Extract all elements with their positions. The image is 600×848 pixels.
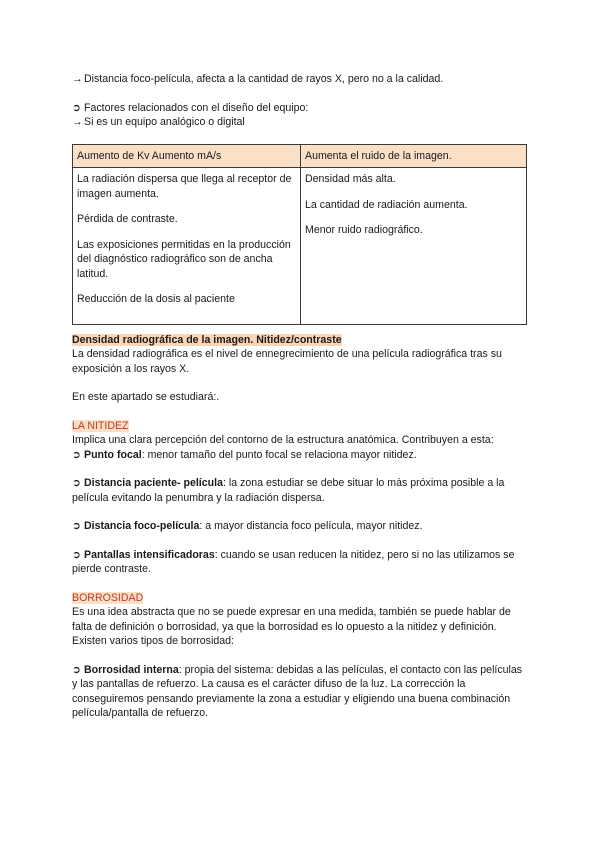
- arrow-icon: →: [72, 116, 83, 128]
- nitidez-item-punto-focal: ➲ Punto focal: menor tamaño del punto focal se relaciona mayor nitidez.: [72, 448, 417, 461]
- bullet-arrow-icon: ➲: [72, 548, 81, 561]
- arrow-icon: →: [72, 73, 83, 85]
- study-line: En este apartado se estudiará:.: [72, 391, 220, 403]
- table-text: Menor ruido radiográfico.: [305, 224, 423, 236]
- borrosidad-intro: Es una idea abstracta que no se puede expresar en una medida, también se puede hablar de falta de definición o borrosidad, ya que la borrosidad es lo opuesto a la nitidez y definición. Existen varios tipos de borrosidad:: [72, 606, 511, 647]
- nitidez-item-pantallas: ➲ Pantallas intensificadoras: cuando se usan reducen la nitidez, pero si no las utilizamos se pierde contraste.: [72, 548, 515, 575]
- table-text: Pérdida de contraste.: [77, 213, 178, 225]
- table-text: La radiación dispersa que llega al receptor de imagen aumenta.: [77, 173, 292, 200]
- table-text: Reducción de la dosis al paciente: [77, 293, 235, 305]
- bullet-arrow-icon: ➲: [72, 448, 81, 461]
- bullet-arrow-icon: ➲: [72, 663, 81, 676]
- bullet-arrow-icon: ➲: [72, 477, 81, 489]
- table-cell-right: [301, 168, 527, 325]
- borrosidad-item-interna: ➲ Borrosidad interna: propia del sistema: debidas a las películas, el contacto con las películas y las pantallas de refuerzo. La causa es el carácter difuso de la luz. La corrección la conseguiremos pensando previamente la zona a estudiar y eligiendo una buena combinación película/pantalla de refuerzo.: [72, 663, 523, 719]
- intro-line-3: →Si es un equipo analógico o digital: [72, 116, 245, 128]
- intro-line-2: ➲ Factores relacionados con el diseño del equipo:: [72, 101, 309, 114]
- bullet-arrow-icon: ➲: [72, 101, 81, 114]
- nitidez-item-distancia-paciente: ➲ Distancia paciente- película: la zona estudiar se debe situar lo más próxima posible a la película evitando la penumbra y la radiación dispersa.: [72, 477, 505, 504]
- table-text: La cantidad de radiación aumenta.: [305, 198, 468, 211]
- nitidez-heading: LA NITIDEZ: [72, 419, 129, 432]
- density-text: La densidad radiográfica es el nivel de ennegrecimiento de una película radiográfica tras su exposición a los rayos X.: [72, 348, 502, 375]
- document-page: [72, 72, 528, 721]
- nitidez-item-distancia-foco: ➲ Distancia foco-película: a mayor distancia foco película, mayor nitidez.: [72, 520, 423, 532]
- density-heading: Densidad radiográfica de la imagen. Nitidez/contraste: [72, 333, 342, 346]
- table-text: Densidad más alta.: [305, 173, 396, 185]
- table-text: Las exposiciones permitidas en la producción del diagnóstico radiográfico son de ancha latitud.: [77, 238, 291, 280]
- table-header-left: Aumento de Kv Aumento mA/s: [73, 144, 301, 168]
- intro-line-1: →Distancia foco-película, afecta a la cantidad de rayos X, pero no a la calidad.: [72, 73, 444, 85]
- table-cell-left: [73, 168, 301, 325]
- comparison-table: [72, 144, 527, 325]
- nitidez-intro: Implica una clara percepción del contorno de la estructura anatómica. Contribuyen a esta:: [72, 434, 494, 446]
- table-header-right: Aumenta el ruido de la imagen.: [301, 144, 527, 168]
- bullet-arrow-icon: ➲: [72, 520, 81, 532]
- borrosidad-heading: BORROSIDAD: [72, 591, 144, 604]
